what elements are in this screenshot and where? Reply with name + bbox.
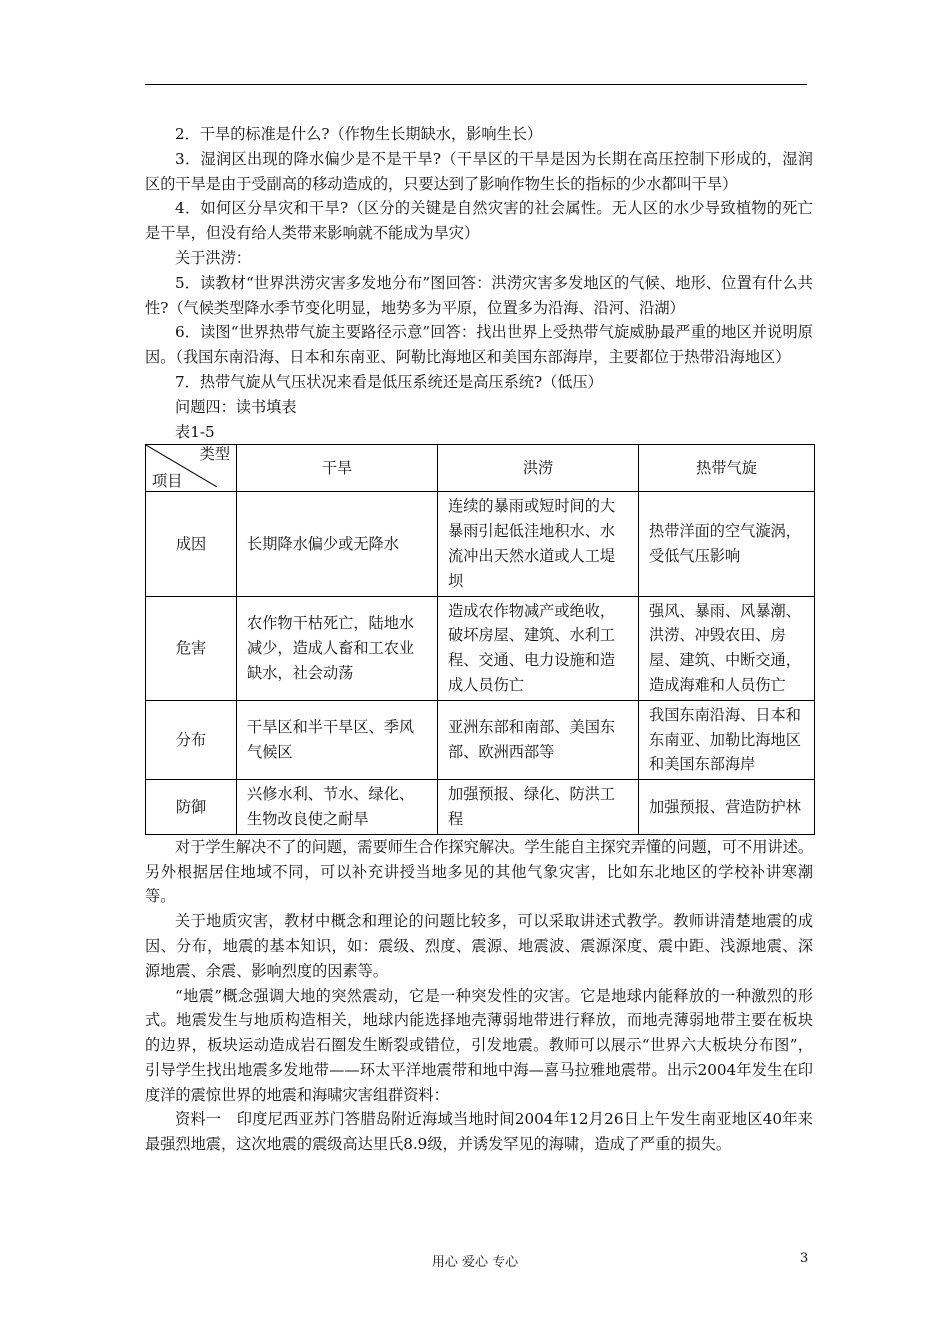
paragraph: 资料一 印度尼西亚苏门答腊岛附近海域当地时间2004年12月26日上午发生南亚地区40年来最强烈地震，这次地震的震级高达里氏8.9级，并诱发罕见的海啸，造成了严重的损失。: [145, 1110, 813, 1154]
paragraph: 2．干旱的标准是什么?（作物生长期缺水，影响生长）: [175, 125, 543, 143]
table-row: [146, 596, 815, 700]
table-cell: 我国东南沿海、日本和东南亚、加勒比海地区和美国东部海岸: [639, 700, 815, 779]
column-header: 洪涝: [438, 445, 639, 492]
paragraph: 4．如何区分旱灾和干旱?（区分的关键是自然灾害的社会属性。无人区的水少导致植物的死亡是干旱，但没有给人类带来影响就不能成为旱灾）: [145, 199, 813, 243]
corner-type-label: 类型: [199, 445, 230, 464]
table-cell: 加强预报、绿化、防洪工程: [438, 780, 639, 835]
paragraph: 3．湿润区出现的降水偏少是不是干旱?（干旱区的干旱是因为长期在高压控制下形成的，湿润区的干旱是由于受副高的移动造成的，只要达到了影响作物生长的指标的少水都叫干旱）: [145, 149, 813, 193]
paragraph: 5．读教材“世界洪涝灾害多发地分布”图回答：洪涝灾害多发地区的气候、地形、位置有什么共性?（气候类型降水季节变化明显，地势多为平原，位置多为沿海、沿河、沿湖）: [145, 273, 813, 317]
table-row: [146, 780, 815, 835]
table-cell: 加强预报、营造防护林: [639, 780, 815, 835]
table-cell: 兴修水利、节水、绿化、生物改良使之耐旱: [237, 780, 438, 835]
row-header: 危害: [146, 596, 237, 700]
row-header: 成因: [146, 492, 237, 596]
table-cell: 农作物干枯死亡，陆地水减少，造成人畜和工农业缺水，社会动荡: [237, 596, 438, 700]
table-cell: 长期降水偏少或无降水: [237, 492, 438, 596]
table-cell: 强风、暴雨、风暴潮、洪涝、冲毁农田、房屋、建筑、中断交通，造成海难和人员伤亡: [639, 596, 815, 700]
paragraph: 关于地质灾害，教材中概念和理论的问题比较多，可以采取讲述式教学。教师讲清楚地震的成因、分布，地震的基本知识，如：震级、烈度、震源、地震波、震源深度、震中距、浅源地震、深源地震、余震、影响烈度的因素等。: [145, 912, 813, 980]
page-number: 3: [800, 1251, 809, 1266]
paragraph: “地震”概念强调大地的突然震动，它是一种突发性的灾害。它是地球内能释放的一种激烈的形式。地震发生与地质构造相关，地球内能选择地壳薄弱地带进行释放，而地壳薄弱地带主要在板块的边界，板块运动造成岩石圈发生断裂或错位，引发地震。教师可以展示“世界六大板块分布图”，引导学生找出地震多发地带——环太平洋地震带和地中海—喜马拉雅地震带。出示2004年发生在印度洋的震惊世界的地震和海啸灾害组群资料：: [145, 986, 813, 1104]
table-row: [146, 700, 815, 779]
paragraph: 对于学生解决不了的问题，需要师生合作探究解决。学生能自主探究弄懂的问题，可不用讲述。另外根据居住地域不同，可以补充讲授当地多见的其他气象灾害，比如东北地区的学校补讲寒潮等。: [145, 837, 813, 906]
row-header: 分布: [146, 700, 237, 779]
table-corner-cell: [146, 445, 237, 492]
table-row: [146, 492, 815, 596]
document-body: [145, 122, 813, 1157]
column-header: 热带气旋: [639, 445, 815, 492]
table-cell: 造成农作物减产或绝收，破坏房屋、建筑、水利工程、交通、电力设施和造成人员伤亡: [438, 596, 639, 700]
table-cell: 干旱区和半干旱区、季风气候区: [237, 700, 438, 779]
corner-item-label: 项目: [152, 471, 183, 490]
table-cell: 连续的暴雨或短时间的大暴雨引起低洼地积水、水流冲出天然水道或人工堤坝: [438, 492, 639, 596]
column-header: 干旱: [237, 445, 438, 492]
table-cell: 热带洋面的空气漩涡，受低气压影响: [639, 492, 815, 596]
paragraph: 6．读图“世界热带气旋主要路径示意”回答：找出世界上受热带气旋威胁最严重的地区并说明原因。（我国东南沿海、日本和东南亚、阿勒比海地区和美国东部海岸，主要都位于热带沿海地区）: [145, 323, 813, 367]
section-label: 问题四：读书填表: [175, 397, 297, 416]
footer-slogan: 用心 爱心 专心: [431, 1255, 519, 1270]
paragraph: 7．热带气旋从气压状况来看是低压系统还是高压系统?（低压）: [175, 372, 603, 391]
row-header: 防御: [146, 780, 237, 835]
disaster-table: [145, 444, 815, 834]
table-caption: 表1-5: [175, 422, 215, 441]
header-rule: [145, 84, 807, 85]
table-header-row: [146, 445, 815, 492]
table-cell: 亚洲东部和南部、美国东部、欧洲西部等: [438, 700, 639, 779]
section-label: 关于洪涝：: [175, 248, 251, 267]
